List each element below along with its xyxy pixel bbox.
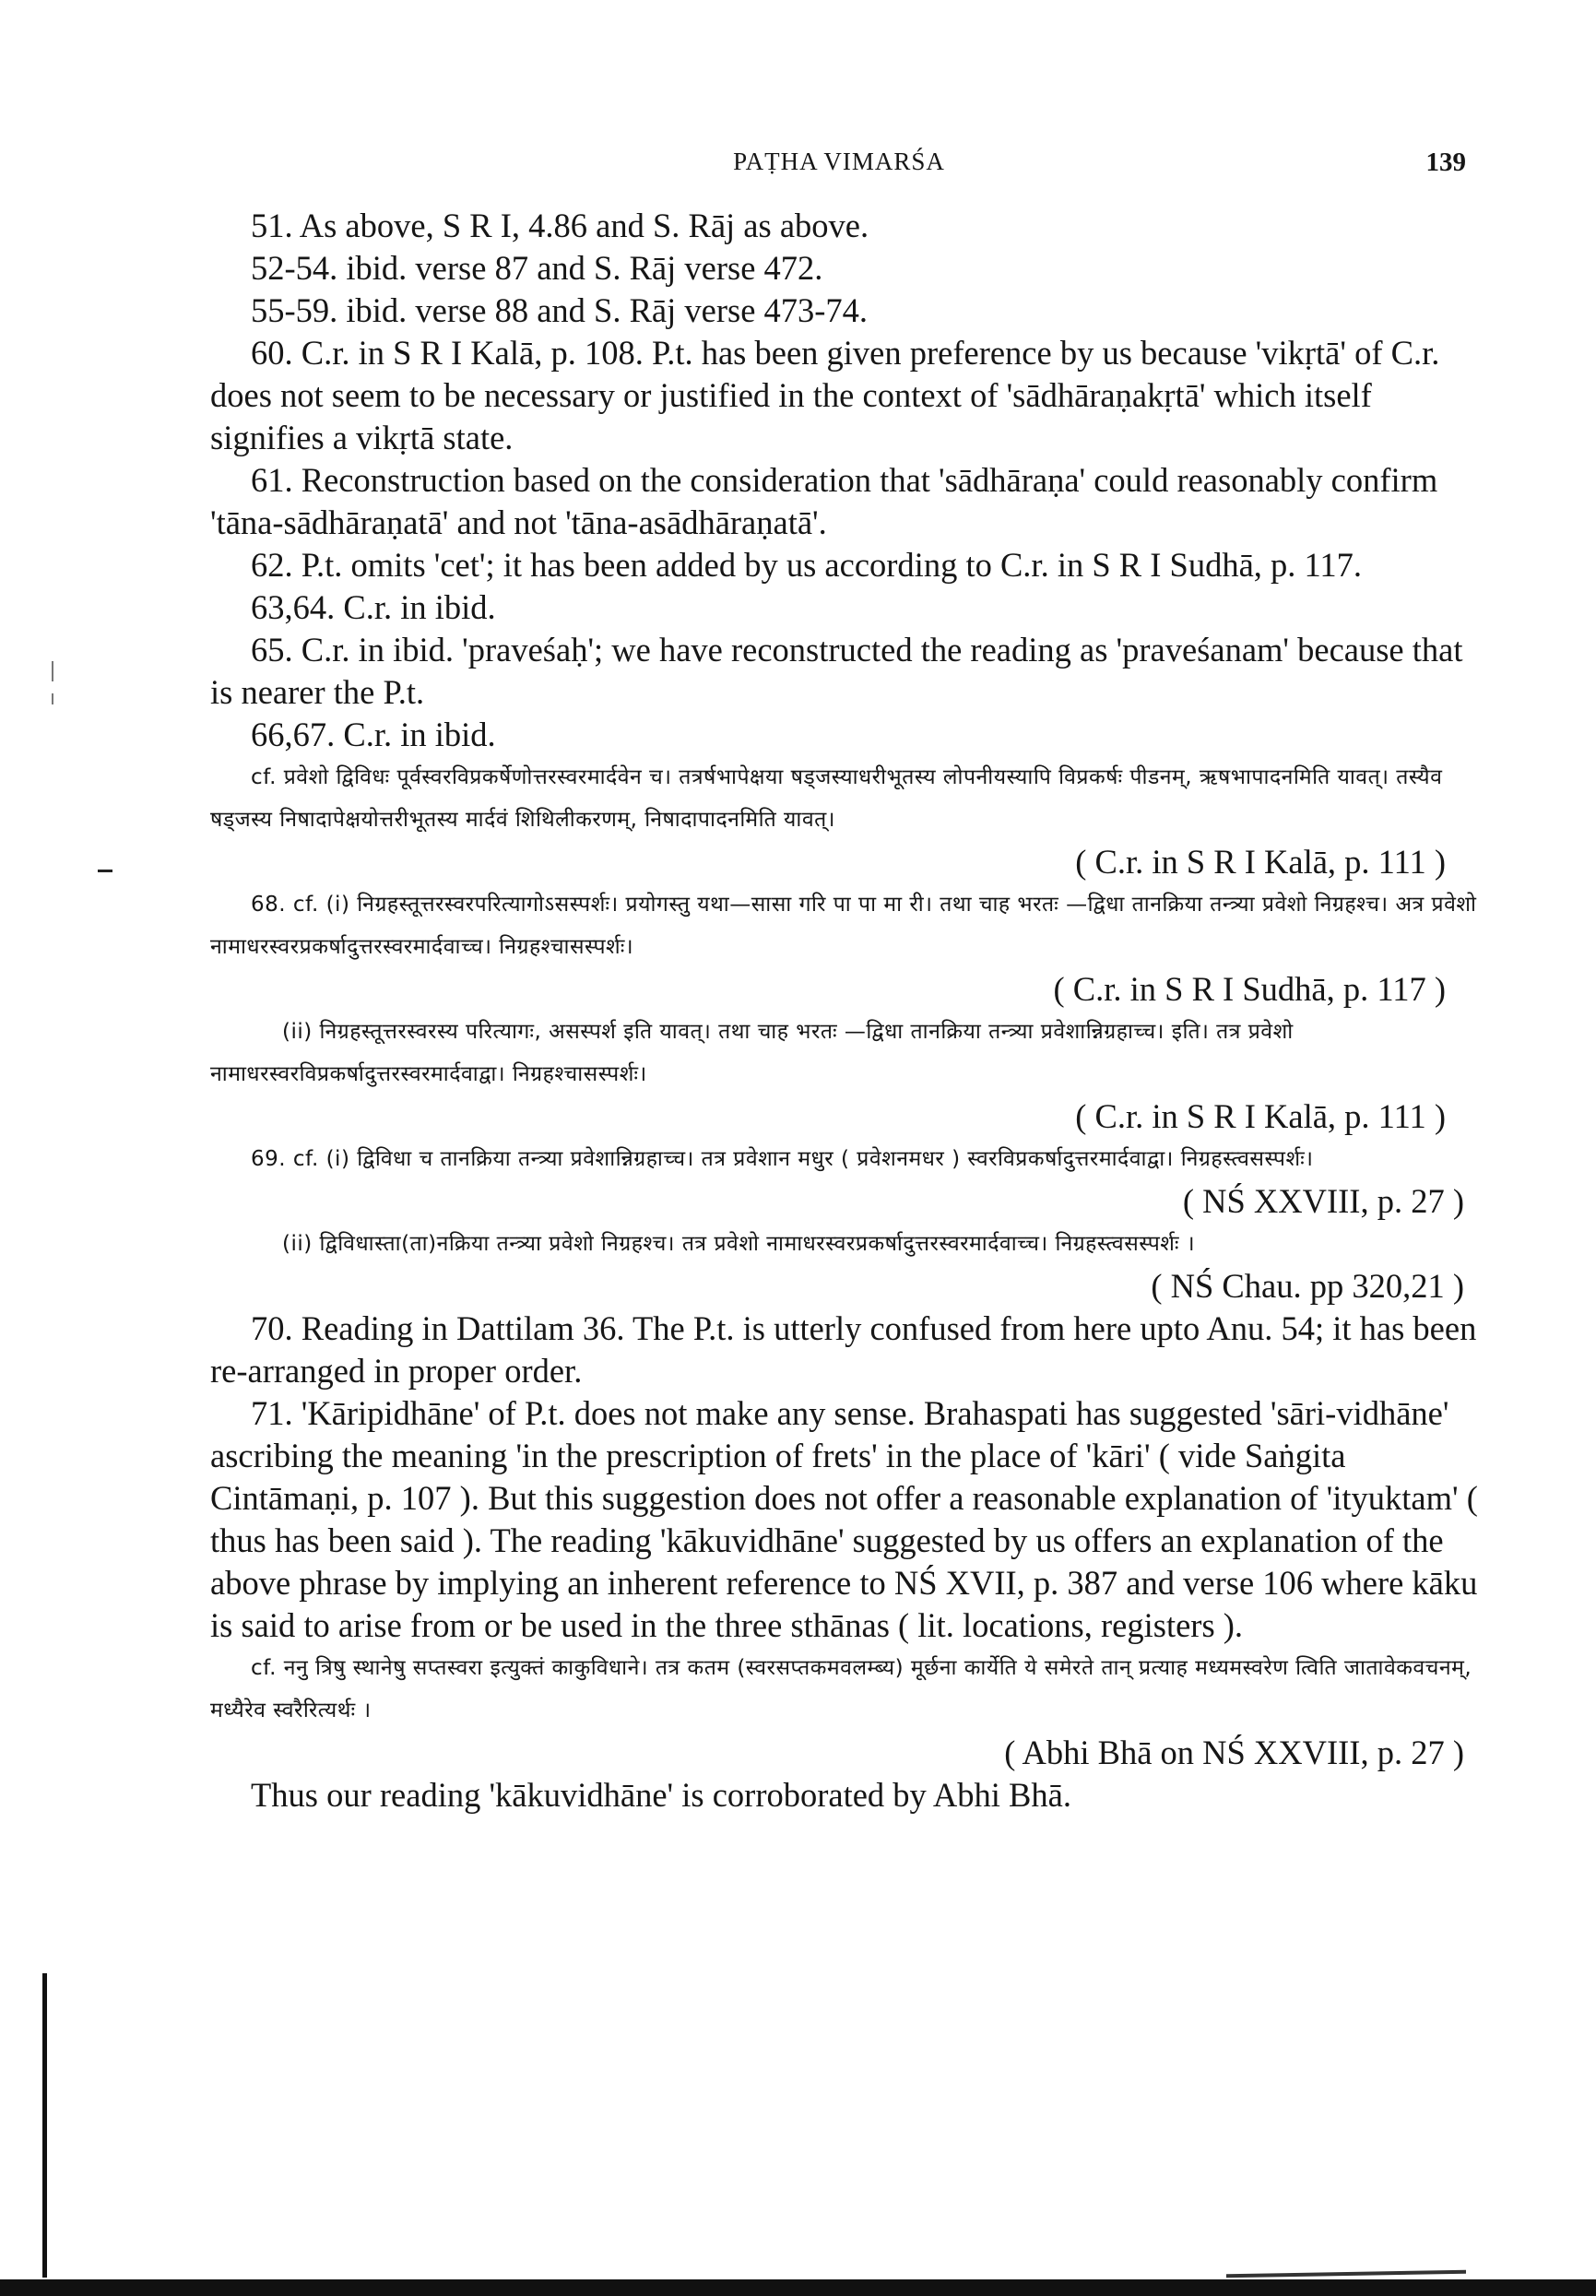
- page-edge-shadow: [42, 1973, 47, 2278]
- note-68-part-ii: (ii) निग्रहस्तूत्तरस्वरस्य परित्यागः, असस्पर्श इति यावत्। तथा चाह भरतः —द्विधा तानक्रिया तन्त्र्या प्रवेशान्निग्रहाच्च। इति। तत्र प्रवेशो नामाधरस्वरविप्रकर्षादुत्तरस्वरमार्दवाद्वा। निग्रहश्चासस्पर्शः।: [210, 1020, 1294, 1086]
- note-55-59: 55-59. ibid. verse 88 and S. Rāj verse 473-74.: [251, 291, 869, 329]
- note-62: 62. P.t. omits 'cet'; it has been added by us according to C.r. in S R I Sudhā, p. 117.: [251, 546, 1363, 584]
- note-69-i-source: ( NŚ XXVIII, p. 27 ): [1182, 1182, 1464, 1220]
- note-68-i-source: ( C.r. in S R I Sudhā, p. 117 ): [1053, 970, 1446, 1008]
- bottom-scan-streak: [1226, 2270, 1466, 2278]
- note-66-sanskrit-quote: cf. प्रवेशो द्विविधः पूर्वस्वरविप्रकर्षेणोत्तरस्वरमार्दवेन च। तत्रर्षभापेक्षया षड्जस्याधरीभूतस्य लोपनीयस्यापि विप्रकर्षः पीडनम्, ऋषभापादनमिति यावत्। तस्यैव षड्जस्य निषादापेक्षयोत्तरीभूतस्य मार्दवं शिथिलीकरणम्, निषादापादनमिति यावत्।: [210, 765, 1443, 832]
- note-71-conclusion: Thus our reading 'kākuvidhāne' is corroborated by Abhi Bhā.: [251, 1776, 1071, 1814]
- note-69-part-i: 69. cf. (i) द्विविधा च तानक्रिया तन्त्र्या प्रवेशान्निग्रहाच्च। तत्र प्रवेशान मधुर ( प्रवेशनमधर ) स्वरविप्रकर्षादुत्तरमार्दवाद्वा। निग्रहस्त्वसस्पर्शः।: [251, 1147, 1314, 1171]
- note-52-54: 52-54. ibid. verse 87 and S. Rāj verse 472.: [251, 249, 823, 287]
- note-71-source: ( Abhi Bhā on NŚ XXVIII, p. 27 ): [1004, 1734, 1464, 1771]
- page-header: [212, 148, 1466, 184]
- note-68-ii-source: ( C.r. in S R I Kalā, p. 111 ): [1075, 1097, 1446, 1135]
- note-70: 70. Reading in Dattilam 36. The P.t. is utterly confused from here upto Anu. 54; it has been re-arranged in proper order.: [210, 1309, 1477, 1390]
- note-65: 65. C.r. in ibid. 'praveśaḥ'; we have reconstructed the reading as 'praveśanam' because that is nearer the P.t.: [210, 631, 1463, 711]
- note-60: 60. C.r. in S R I Kalā, p. 108. P.t. has been given preference by us because 'vikṛtā' of C.r. does not seem to be necessary or justified in the context of 'sādhāraṇakṛtā' which itself signifies a vikṛtā state.: [210, 334, 1440, 456]
- note-66-source: ( C.r. in S R I Kalā, p. 111 ): [1075, 843, 1446, 881]
- bottom-edge-bar: [0, 2279, 1596, 2296]
- scan-artifact-mark: [52, 661, 53, 681]
- note-63-64: 63,64. C.r. in ibid.: [251, 588, 496, 626]
- note-71-sanskrit-quote: cf. ननु त्रिषु स्थानेषु सप्तस्वरा इत्युक्तं काकुविधाने। तत्र कतम (स्वरसप्तकमवलम्ब्य) मूर्छना कार्येति ये समेरते तान् प्रत्याह मध्यमस्वरेण त्विति जातावेकवचनम्, मध्यैरेव स्वरैरित्यर्थः ।: [210, 1656, 1472, 1722]
- note-61: 61. Reconstruction based on the consideration that 'sādhāraṇa' could reasonably confirm 'tāna-sādhāraṇatā' and not 'tāna-asādhāraṇatā'.: [210, 461, 1438, 541]
- scan-artifact-mark: [52, 693, 53, 704]
- note-69-ii-source: ( NŚ Chau. pp 320,21 ): [1151, 1267, 1464, 1305]
- note-68-part-i: 68. cf. (i) निग्रहस्तूत्तरस्वरपरित्यागोऽसस्पर्शः। प्रयोगस्तु यथा—सासा गरि पा पा मा री। तथा चाह भरतः —द्विधा तानक्रिया तन्त्र्या प्रवेशो निग्रहश्च। अत्र प्रवेशो नामाधरस्वरप्रकर्षादुत्तरस्वरमार्दवाच्च। निग्रहश्चासस्पर्शः।: [210, 893, 1477, 959]
- note-71: 71. 'Kāripidhāne' of P.t. does not make any sense. Brahaspati has suggested 'sāri-vidhāne' ascribing the meaning 'in the prescription of frets' in the place of 'kāri' ( vide Saṅgita Cintāmaṇi, p. 107 ). But this suggestion does not offer a reasonable explanation of 'ityuktam' ( thus has been said ). The reading 'kākuvidhāne' suggested by us offers an explanation of the above phrase by implying an inherent reference to NŚ XVII, p. 387 and verse 106 where kāku is said to arise from or be used in the three sthānas ( lit. locations, registers ).: [210, 1394, 1478, 1644]
- note-51: 51. As above, S R I, 4.86 and S. Rāj as above.: [251, 207, 869, 244]
- page-number: 139: [1425, 148, 1466, 177]
- running-title: PAṬHA VIMARŚA: [733, 148, 945, 175]
- note-69-part-ii: (ii) द्विविधास्ता(ता)नक्रिया तन्त्र्या प्रवेशो निग्रहश्च। तत्र प्रवेशो नामाधरस्वरप्रकर्षादुत्तरस्वरमार्दवाच्च। निग्रहस्त्वसस्पर्शः ।: [282, 1232, 1196, 1256]
- margin-dash: [98, 870, 112, 872]
- note-66-67: 66,67. C.r. in ibid.: [251, 716, 496, 753]
- notes-body: [210, 205, 1483, 1817]
